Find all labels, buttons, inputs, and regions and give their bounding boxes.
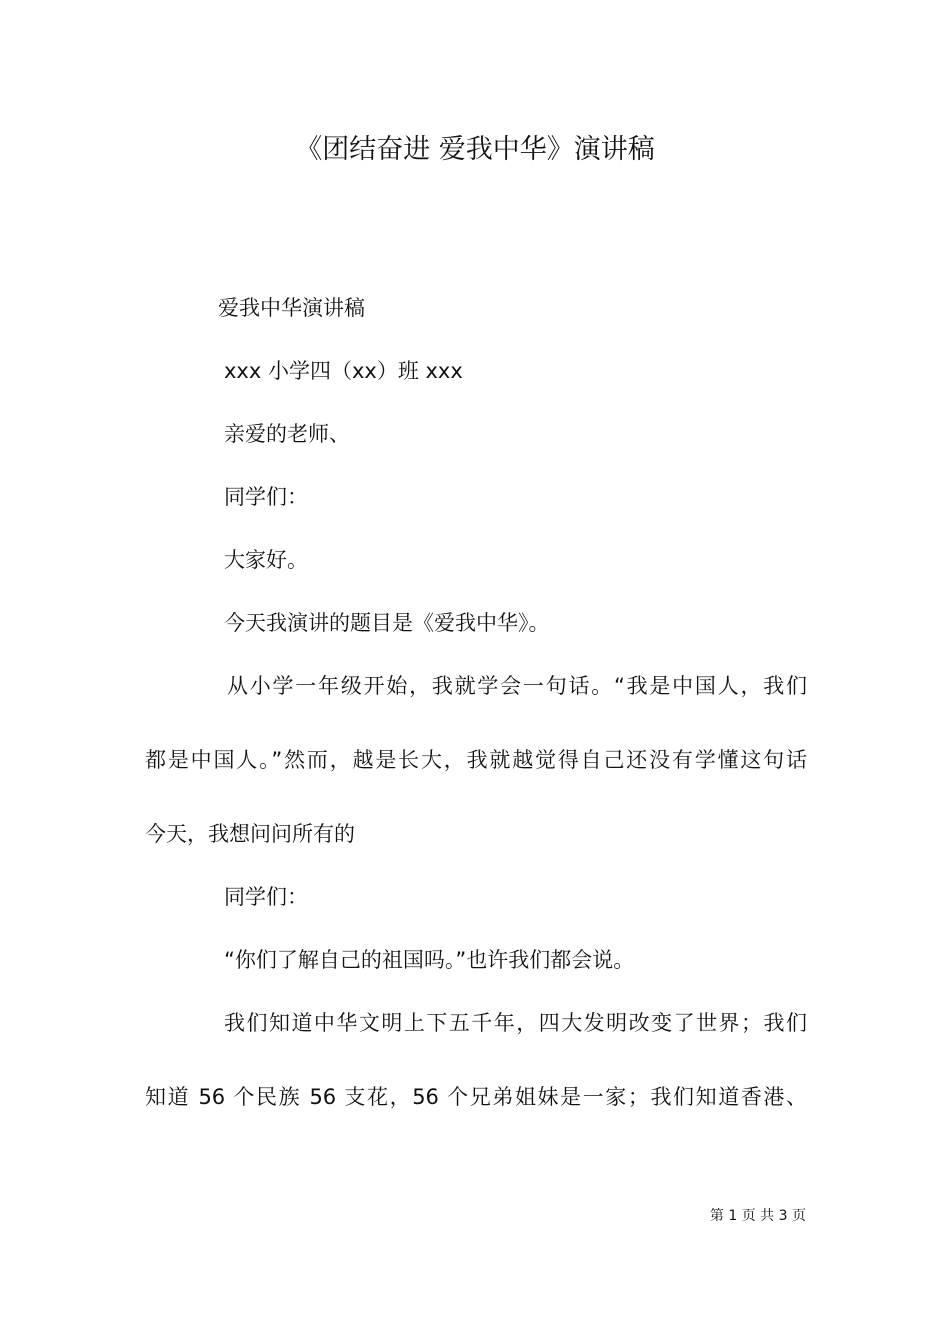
paragraph-line: 同学们： <box>224 485 308 509</box>
paragraph-line: 都是中国人。”然而，越是长大，我就越觉得自己还没有学懂这句话 <box>145 748 807 772</box>
paragraph-line: 大家好。 <box>224 548 308 572</box>
paragraph-line: 亲爱的老师、 <box>224 422 350 446</box>
document-title: 《团结奋进 爱我中华》演讲稿 <box>295 134 655 165</box>
speech-heading: 爱我中华演讲稿 <box>218 296 365 320</box>
paragraph-line: 知道 56 个民族 56 支花，56 个兄弟姐妹是一家；我们知道香港、 <box>145 1085 807 1109</box>
author-line: xxx 小学四（xx）班 xxx <box>224 359 463 383</box>
paragraph-line: 今天我演讲的题目是《爱我中华》。 <box>224 611 550 635</box>
paragraph-line: 今天，我想问问所有的 <box>145 822 355 846</box>
page-number: 第 1 页 共 3 页 <box>709 1208 806 1224</box>
paragraph-line: 从小学一年级开始，我就学会一句话。“我是中国人，我们 <box>227 674 807 698</box>
paragraph-line: 同学们： <box>224 885 308 909</box>
paragraph-line: “你们了解自己的祖国吗。”也许我们都会说。 <box>224 948 635 972</box>
paragraph-line: 我们知道中华文明上下五千年，四大发明改变了世界；我们 <box>224 1011 807 1035</box>
